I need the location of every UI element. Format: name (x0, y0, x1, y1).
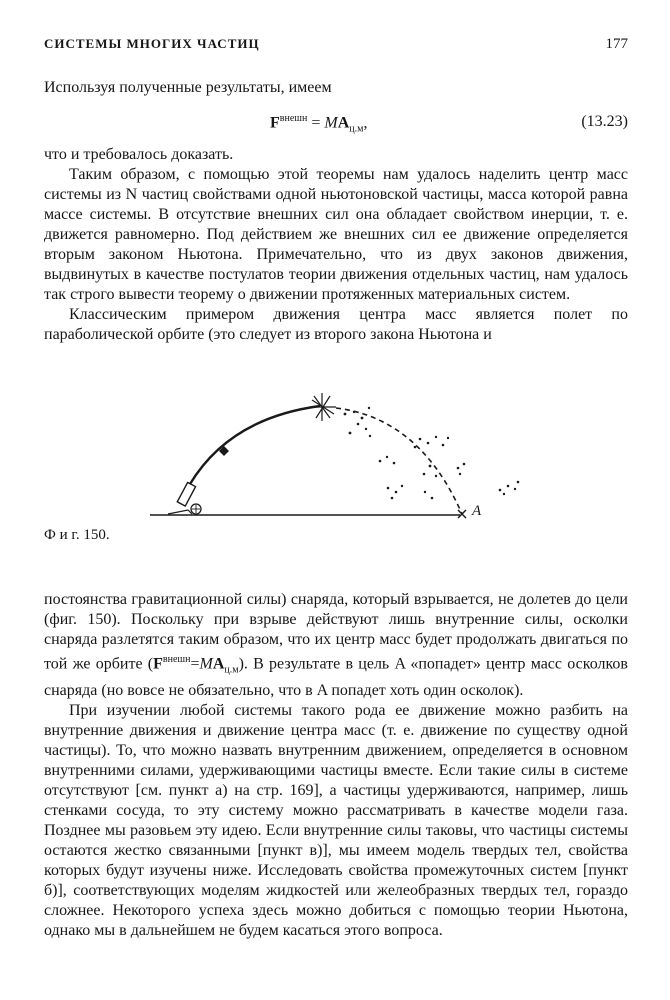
trajectory-dashed (336, 408, 462, 514)
page-header (44, 36, 628, 60)
equation-number: (13.23) (581, 113, 628, 130)
equation-formula: $F^{внешн} = MA_{ц.м}$, (270, 113, 368, 135)
paragraph: что и требовалось доказать. (44, 146, 234, 163)
paragraph: постоянства гравитационной силы) снаряда, который взрывается, не долетев до цели (фиг. 150). Поскольку при взрыве действуют лишь внутренние силы, осколки снаряда разлетятся таким образом, что их центр масс будет продолжать двигаться по той же орбите $(F^{внешн}=MA_{ц.м})$. В результате в цель A «попадет» центр масс осколков снаряда (но вовсе не обязательно, что в A попадет хоть один осколок). (44, 591, 628, 699)
running-head: СИСТЕМЫ МНОГИХ ЧАСТИЦ (44, 36, 260, 51)
intro-text (44, 78, 628, 98)
target-label: A (472, 503, 482, 519)
page-number: 177 (605, 36, 628, 52)
figure-150-projectile-explosion (140, 388, 540, 528)
fragments-cloud (344, 407, 520, 500)
paragraph: Классическим примером движения центра масс является полет по параболической орбите (это следует из второго закона Ньютона и (44, 306, 628, 343)
trajectory-solid (190, 406, 320, 484)
equation-13-23 (44, 111, 628, 137)
intro-line: Используя полученные результаты, имеем (44, 79, 332, 96)
explosion-icon (310, 393, 336, 421)
cannon-icon (168, 482, 201, 514)
body-text-bottom (44, 590, 628, 941)
paragraph: Таким образом, с помощью этой теоремы нам удалось наделить центр масс системы из N частиц свойствами одной ньютоновской частицы, масса которой равна массе системы. В отсутствие внешних сил она обладает свойством инерции, т. е. движется равномерно. Под действием же внешних сил ее движение определяется вторым законом Ньютона. Примечательно, что из двух законов движения, выдвинутых в качестве постулатов теории движения отдельных частиц, нам удалось так строго вывести теорему о движении протяженных материальных систем. (44, 166, 628, 303)
figure-caption: Ф и г. 150. (44, 527, 110, 543)
paragraph: При изучении любой системы такого рода ее движение можно разбить на внутренние движения и движение центра масс (т. е. движение по существу одной частицы). То, что можно назвать внутренним движением, определяется в основном внутренними силами, удерживающими частицы вместе. Если такие силы в системе отсутствуют [см. пункт а) на стр. 169], а частицы удерживаются, например, лишь стенками сосуда, то эту систему можно рассматривать в качестве модели газа. Позднее мы разовьем эту идею. Если внутренние силы таковы, что частицы системы остаются жестко связанными [пункт в)], мы имеем модель твердых тел, свойства которых будут изучены ниже. Исследовать свойства промежуточных систем [пункт б)], соответствующих моделям жидкостей или желеобразных твердых тел, гораздо сложнее. Некоторого успеха здесь можно добиться с помощью теории Ньютона, однако мы в дальнейшем не будем касаться этого вопроса. (44, 701, 628, 939)
body-text-top (44, 145, 628, 345)
target-cross-icon (458, 510, 466, 518)
